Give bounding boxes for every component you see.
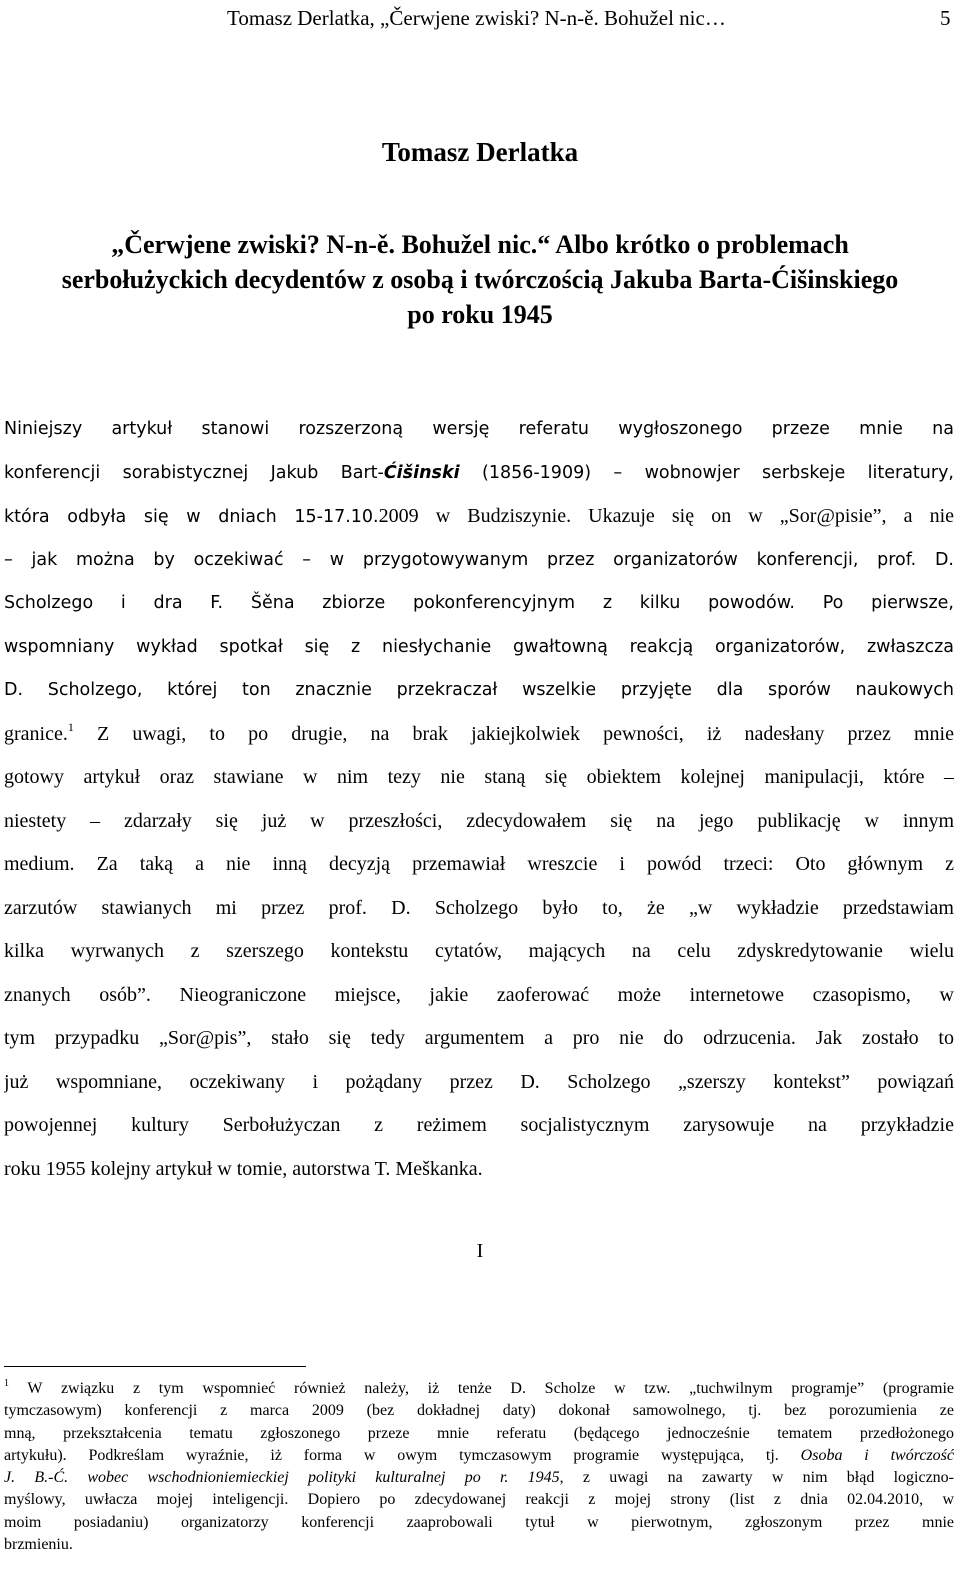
- body-line: roku 1955 kolejny artykuł w tomie, autorstwa T. Meškanka.: [4, 1157, 483, 1180]
- article-author: Tomasz Derlatka: [381, 137, 579, 167]
- body-line: Niniejszy artykuł stanowi rozszerzoną wersję referatu wygłoszonego przeze mnie na: [4, 419, 954, 439]
- footnote-italic-title: J. B.-Ć. wobec wschodnioniemieckiej polityki kulturalnej po r. 1945: [4, 1469, 560, 1487]
- footnote-italic-title: Osoba i twórczość: [800, 1446, 954, 1464]
- body-line: wspomniany wykład spotkał się z niesłychanie gwałtowną reakcją organizatorów, zwłaszcza: [4, 636, 954, 657]
- body-line: [4, 452, 954, 496]
- title-line: serbołużyckich decydentów z osobą i twórczością Jakuba Barta-Ćišinskiego: [61, 265, 899, 294]
- body-line: kilka wyrwanych z szerszego kontekstu cytatów, mających na celu zdyskredytowanie wielu: [4, 940, 954, 962]
- footnote-line: moim posiadaniu) organizatorzy konferencji zaaprobowali tytuł w pierwotnym, zgłoszonym przez mnie: [4, 1513, 954, 1531]
- page-number: 5: [940, 6, 951, 30]
- body-line: znanych osób”. Nieograniczone miejsce, jakie zaoferować może internetowe czasopismo, w: [4, 983, 954, 1006]
- body-text: (1856-1909) – wobnowjer serbskeje literatury,: [459, 462, 954, 483]
- footnote-text: W związku z tym wspomnieć również należy, iż tenże D. Scholze w tzw. „tuchwilnym programje” (programie: [9, 1380, 954, 1397]
- section-heading: I: [476, 1240, 484, 1262]
- body-line: medium. Za taką a nie inną decyzją przemawiał wreszcie i powód trzeci: Oto głównym z: [4, 853, 954, 875]
- footnote-line: mną, przekształcenia tematu zgłoszonego przeze mnie referatu (będącego jednocześnie tematem przedłożonego: [4, 1424, 954, 1442]
- emphasized-name: Ćišinski: [383, 462, 460, 483]
- body-line: D. Scholzego, której ton znacznie przekraczał wszelkie przyjęte dla sporów naukowych: [4, 680, 954, 700]
- body-line: gotowy artykuł oraz stawiane w nim tezy nie staną się obiektem kolejnej manipulacji, które –: [4, 766, 954, 788]
- article-title: [0, 227, 960, 332]
- body-line: Scholzego i dra F. Šěna zbiorze pokonferencyjnym z kilku powodów. Po pierwsze,: [4, 593, 954, 613]
- body-text: 2009 w Budziszynie. Ukazuje się on w „Sor@pisie”, a nie: [378, 505, 954, 527]
- body-paragraph: [4, 408, 954, 1191]
- body-text: granice.: [4, 722, 68, 745]
- body-line: [4, 495, 954, 539]
- body-line: już wspomniane, oczekiwany i pożądany przez D. Scholzego „szerszy kontekst” powiązań: [4, 1070, 954, 1093]
- running-header: Tomasz Derlatka, „Čerwjene zwiski? N-n-ě. Bohužel nic…: [227, 6, 726, 30]
- footnote-line: myślowy, uwłacza mojej inteligencji. Dopiero po zdecydowanej reakcji z mojej strony (list z dnia 02.04.2010, w: [4, 1491, 954, 1509]
- body-text: która odbyła się w dniach 15-17.10.: [4, 507, 379, 527]
- title-line: „Čerwjene zwiski? N-n-ě. Bohužel nic.“ Albo krótko o problemach: [111, 230, 849, 259]
- footnote-line: [4, 1467, 954, 1489]
- body-line: niestety – zdarzały się już w przeszłości, zdecydowałem się na jego publikację w innym: [4, 809, 954, 832]
- footnote-reference[interactable]: 1: [67, 719, 74, 734]
- footnote-separator: [4, 1366, 306, 1367]
- footnote: [4, 1378, 954, 1556]
- footnote-line: brzmieniu.: [4, 1536, 73, 1554]
- body-text: konferencji sorabistycznej Jakub Bart-: [4, 462, 384, 483]
- footnote-line: tymczasowym) konferencji z marca 2009 (bez dokładnej daty) dokonał samowolnego, tj. bez porozumienia ze: [4, 1402, 954, 1420]
- footnote-text: artykułu). Podkreślam wyraźnie, iż forma w owym tymczasowym programie występująca, tj.: [4, 1446, 801, 1464]
- footnote-text: , z uwagi na zawarty w nim błąd logiczno-: [559, 1469, 954, 1487]
- body-text: Z uwagi, to po drugie, na brak jakiejkolwiek pewności, iż nadesłany przez mnie: [73, 722, 954, 745]
- body-line: tym przypadku „Sor@pis”, stało się tedy argumentem a pro nie do odrzucenia. Jak zostało to: [4, 1027, 954, 1049]
- body-line: zarzutów stawianych mi przez prof. D. Scholzego było to, że „w wykładzie przedstawiam: [4, 896, 954, 919]
- footnote-marker: 1: [4, 1378, 9, 1389]
- footnote-line: [4, 1445, 954, 1467]
- body-line: – jak można by oczekiwać – w przygotowywanym przez organizatorów konferencji, prof. D.: [4, 549, 954, 570]
- body-line: powojennej kultury Serbołużyczan z reżimem socjalistycznym zarysowuje na przykładzie: [4, 1114, 954, 1136]
- body-line: [4, 713, 954, 757]
- footnote-line: [4, 1378, 954, 1400]
- title-line: po roku 1945: [407, 300, 553, 329]
